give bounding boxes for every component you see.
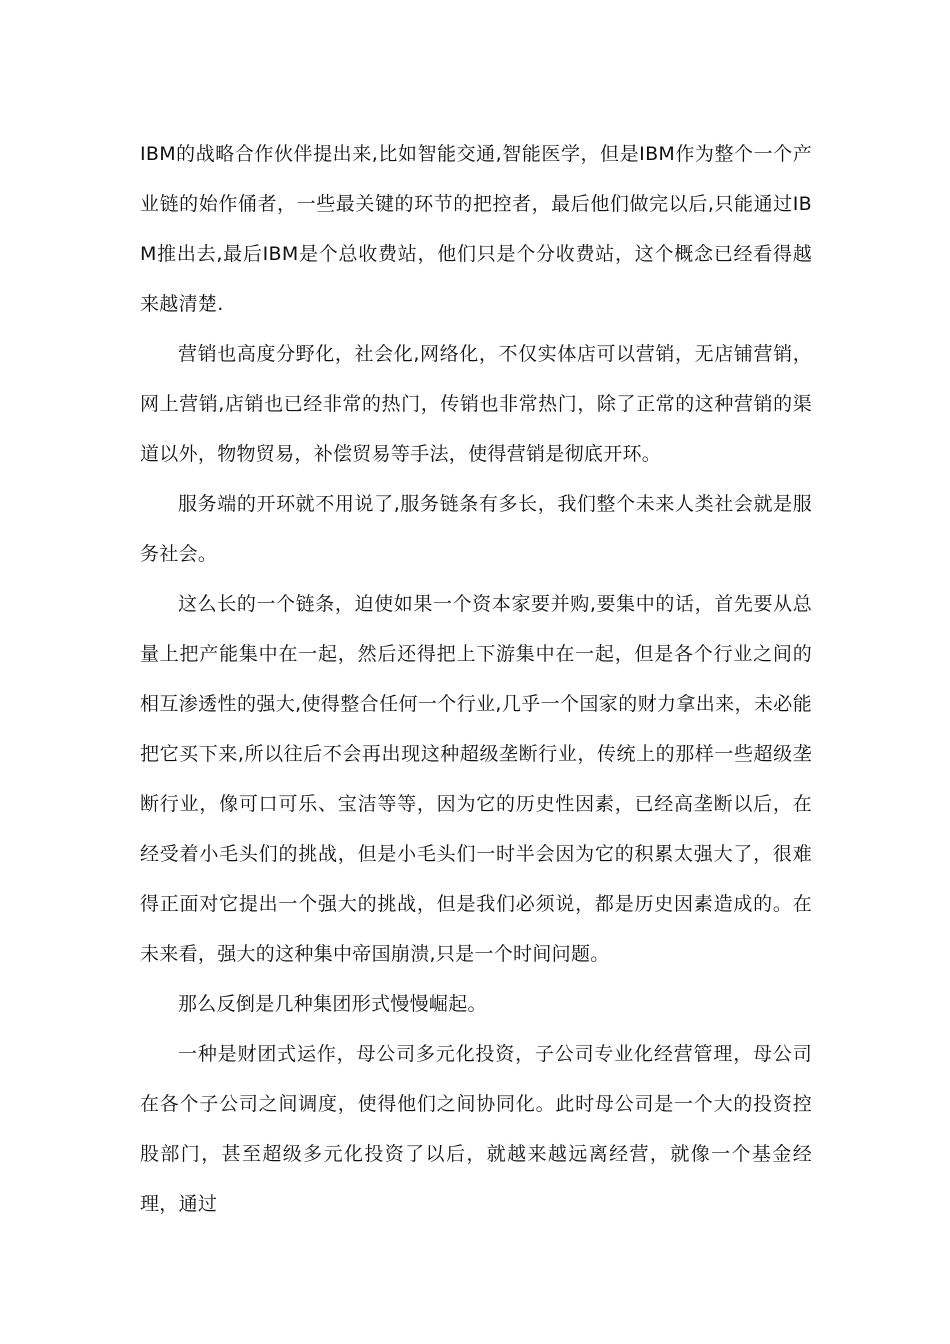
paragraph-ibm-partners: IBM的战略合作伙伴提出来,比如智能交通,智能医学，但是IBM作为整个一个产业链的始作俑者，一些最关键的环节的把控者，最后他们做完以后,只能通过IBM推出去,最后IBM是个总收费站，他们只是个分收费站，这个概念已经看得越来越清楚. [140, 143, 812, 315]
paragraph-consortium: 一种是财团式运作，母公司多元化投资，子公司专业化经营管理，母公司在各个子公司之间调度，使得他们之间协同化。此时母公司是一个大的投资控股部门，甚至超级多元化投资了以后，就越来越远离经营，就像一个基金经理，通过 [140, 1043, 812, 1215]
document-body [140, 129, 812, 1229]
paragraph-marketing: 营销也高度分野化，社会化,网络化，不仅实体店可以营销，无店铺营销，网上营销,店销也已经非常的热门，传销也非常热门，除了正常的这种营销的渠道以外，物物贸易，补偿贸易等手法，使得营销是彻底开环。 [140, 343, 812, 465]
paragraph-long-chain: 这么长的一个链条，迫使如果一个资本家要并购,要集中的话，首先要从总量上把产能集中在一起，然后还得把上下游集中在一起，但是各个行业之间的相互渗透性的强大,使得整合任何一个行业,几乎一个国家的财力拿出来，未必能把它买下来,所以往后不会再出现这种超级垄断行业，传统上的那样一些超级垄断行业，像可口可乐、宝洁等等，因为它的历史性因素，已经高垄断以后，在经受着小毛头们的挑战，但是小毛头们一时半会因为它的积累太强大了，很难得正面对它提出一个强大的挑战，但是我们必须说，都是历史因素造成的。在未来看，强大的这种集中帝国崩溃,只是一个时间问题。 [140, 593, 812, 965]
paragraph-group-forms: 那么反倒是几种集团形式慢慢崛起。 [178, 993, 487, 1015]
paragraph-service: 服务端的开环就不用说了,服务链条有多长，我们整个未来人类社会就是服务社会。 [140, 493, 812, 565]
